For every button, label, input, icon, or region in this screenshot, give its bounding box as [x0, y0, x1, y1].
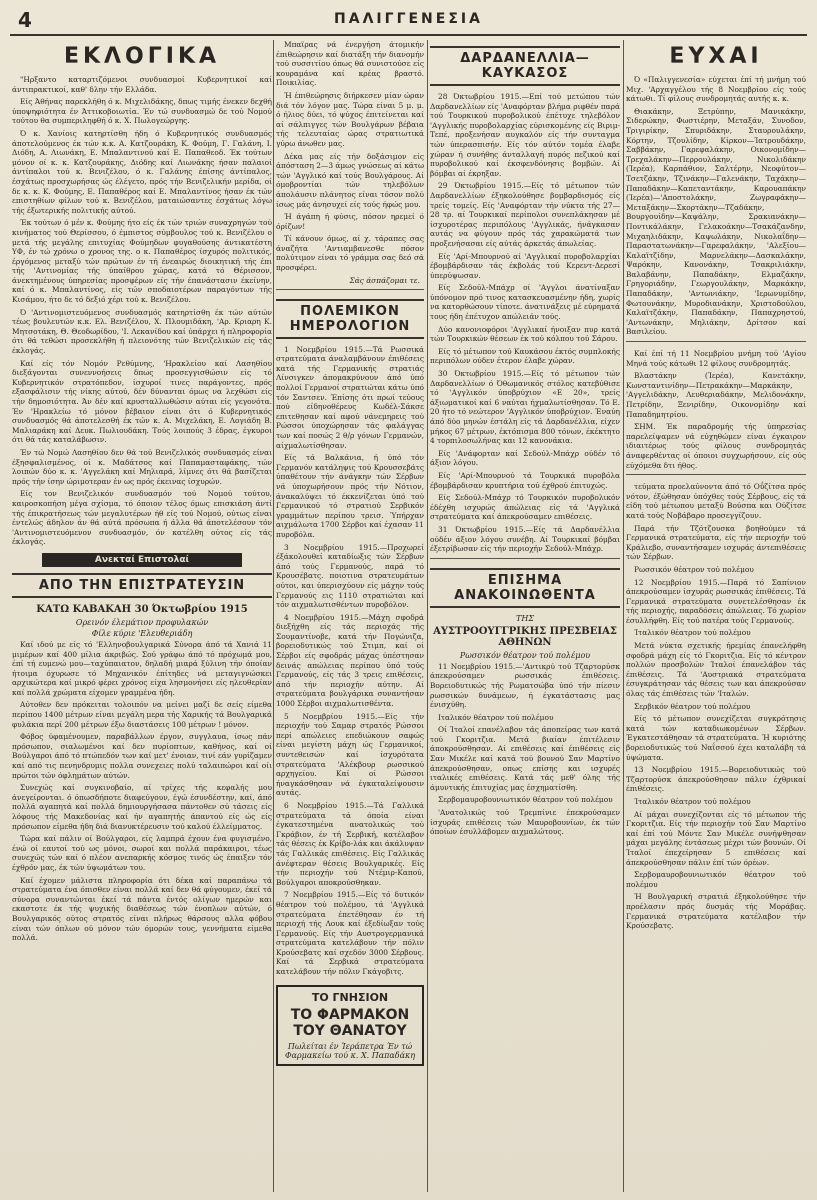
war-diary-entry: 1 Νοεμβρίου 1915.—Τά Ρωσσικά στρατεύματα άναλαμβάνουν έπιθέσεις κατά τής Γερμανικής στρατιάς Λίνσιγκεν άπομακρύνουν άπό ύπό πολλοί Γερμανοί στρατιώται κάτω ύπό τόν Σαντσεν. Έπίσης ότι πρωί τεύους πού είδηνοθέρευς Κωδέλ-Σάκσε επιτεθησαν καί αφού νάνεμηρεις τού Ρώσσοι ύποχώρησαν τάς φαλάγγας των καί ποσώς 2 θ/ρ γόνων Γερμανών, αίχμαλωτίσθησαν.: [276, 344, 424, 450]
communique-paragraph: Είς τό μέτωπον συνεχίζεται συγκρότησις κατά τών καταδιωκομένων Σέρβων. Έγκατεστάθησαν τά στρατεύματα. Ή κυριότης βορειοδυτικώς τού Ναΐσσού έχει καταλάβη τά ύψώματα.: [626, 714, 806, 762]
letter-paragraph: Ή έπιθεώρησις διήρκεσεν μίαν ώραν διά τόν λόγον μας. Τώρα είναι 5 μ. μ. ό ήλιος δύει, τό ψύχος έπιτείνεται καί αί σάλπιγγες τών Βουλγάρων βέβαια τής τελευταίας ώρας στρατιωτικά γύρω άνωθεν μας.: [276, 90, 424, 148]
ad-heading: ΤΟ ΓΝΗΣΙΟΝ: [311, 990, 389, 1004]
official-paragraph: 'Ανατολικώς τού Τρεμπίνιε έπεκρούσαμεν ίσχυράς επιθέσεις τών Μαυροβουνίων, έκ τών όποίων έσυλλάβομεν αιχμαλώτους.: [430, 808, 620, 837]
wishes-paragraph: ΣΗΜ. Έκ παραδρομής τής ύπηρεσίας παρελείψαμεν νά εύχηθώμεν είναι έγκαιρον ιδιαιτέρως τούς φίλους συνδρομητάς άναφερθέντας οί όποιοι συγχωρήσουν, είς ούς εύχόμεθα δτι ήθος.: [626, 422, 806, 470]
elections-body: [12, 75, 272, 547]
communique-paragraph: 13 Νοεμβρίου 1915.—Βορειοδυτικώς τού Τζαρτορύσκ άπεκρούσθησαν πάλιν έχθρικαί έπιθέσεις.: [626, 765, 806, 794]
communique-paragraph: Μετά νύκτα σχετικής ήρεμίας έπανελήφθη σφοδρά μάχη είς τό Γκοριτζια. Είς τό κέντρον πολλών προσβολών Ίταλοί έπανελάβον τάς έπιθέσεις. Τά 'Αυστριακά στρατεύματα έσυγκράτησαν τάς θέσεις των και άπεκρούσαν όλας τάς έπιθέσεις τών 'Ιταλών.: [626, 641, 806, 699]
war-diary-entry: Είς τά Βαλκάνια, ή ύπό τόν Γερμανόν κατάληψις τού Κρουσσεβάτς ύπαθέτουν τήν άνάγκην τών Σέρβων νά ύποχωρήσουν πρός τήν Νότιον, άνακαλύψει τό έκκενίζεται ύπό τού Γερμανικού τό στρατιού Σερβικόν γραμμάτων περίπου τρεισ. Ύπήρχαν αιχμάλωτα 1700 Σέρβοι καί έχασαν 11 πυροβόλα.: [276, 453, 424, 539]
letter-paragraph: Δέκα μας είς τήν δοξάσιμον είς άπόσταση 2—3 άμως γνώσεως αί κάτω τών 'Αγγλικό καί τούς Βουλγάρους. Αί όμοβροντίαι τών τηλεβόλων άπολάυσιν πλάνητος είναι τόσον πολύ ίσως μάς άνησυχεί είς τούς ήφώς μου.: [276, 151, 424, 209]
column-rule: [273, 40, 274, 1192]
letter-paragraph: Αύτοθεν δεν πρόκειται τολοιπόν να μείνει μαζί δε σείς είμεθα περίπου 1400 μέτρων είναι μεγάλη μερα τής Χαρικής τά Βουλγαρικά φυλάκια περί 200 μέτρων έξω διαστάσεις 100 μέτρων ! μόνον.: [12, 700, 272, 729]
communique-paragraph: Ρωσσικόν θέατρον τού πολέμου: [634, 564, 754, 574]
wishes-paragraph: Θιακάκην, Ξετρύπην, Μανικάκην, Σιδερώκην, Φωστιέρην, Μεταξάν, Συνοδον, Τριγιρίκην, Σπυριδάκην, Σταυρουλάκην, Κόρτην, Τζουλίδην, Κίρκον—Ίατρουδάκην, Σαββάκην, Γαρεφαλάκην, Οικονομίδην—Τρεχαλάκην—Περρουλάκην, Νικολιδάκην (Ίερέα), Καρπάθιον, Σαλτέρην, Νεοφύτον—Τσετζάκην, Τζινάκην—Γαλενάκην, Ταχάκην—Παπαδάκην—Καπεταντάκην, Καρουαπάκην (Ίερέα)—'Αποστολάκην, Ζωγραφάκην—Μεταξάκην—Σκορτάκην—Τζαδάκην, Βουργουίδην—Καψάλην, Σρακιανάκην—Ποντικάλάκην, Γελακοάκην—Τσακάζανδην, Μιχαηλιδάκην, Καψωλάκην, Νικολαΐδην—Παραστατωνάκην—Γαρεφαλάκην, 'Αλεξίου—Καλαϊτζίδην, Μαρνελάκην—Δασκαλάκην, Ψαρόκην, Κανονάκην, Τσακριλιάκην, Βαλαβάνην, Παπαδάκην, Ελμαζάκην, Γρηγοριάδην, Γεωργουλάκην, Μαρκάκην, Παπαδάκην, 'Αντωνιάκην, 'Ιερωνυμίδην, Φωτουνάκην, Μυροδιανάκην, Χριστοδούλου, Καλαϊτζάκην, Παπαδάκην, Παπαχρηστού, 'Αντωνάκην, Μηλιάκην, Δρίτσον καί Βασιλείου.: [626, 106, 806, 337]
letter-paragraph: Ή άγάπη ή φύσις, πόσον ηρεμεί ό όρίζων!: [276, 212, 424, 231]
communique-paragraph: 12 Νοεμβρίου 1915.—Παρά τό Σαπίνιον άπεκρούσαμεν ίσχυράς ρωσσικάς έπιθέσεις. Τά Γερμανικά στρατεύματα συνετελέσθησαν έκ τής περιοχής, παραδόσεις άπώλειας. Τό χωρίον έσυλλήφθη. Είς τού πατέρα τούς Γερμανούς.: [626, 577, 806, 625]
official-paragraph: Ιταλικόν θέατρον τού πολέμου: [438, 712, 554, 722]
letter-heading: ΑΠΟ ΤΗΝ ΕΠΙΣΤΡΑΤΕΥΣΙΝ: [12, 573, 272, 598]
dardanelles-heading: ΔΑΡΔΑΝΕΛΛΙΑ—ΚΑΥΚΑΣΟΣ: [430, 46, 620, 86]
letter-paragraph: Φόβος ύφαμένουμεν, παραβάλλων έργον, συγγλαυα, ίσως πάν πρόσωπον, σιαλωμένοι καί δεν πυρίοπτων, καθήνος, καί οί Βούλγαροι άπό τό πτώπεδόν των καί μετ' ένοιαν, τινί εάν γυρίζαμεν καί από τις πενηνδρυμις πολλα συνεχειες πολύ ταλαιπώροι καί οίι πρώτοι τών όφλημάτων αύτών.: [12, 732, 272, 780]
dardanelles-paragraph: 30 Όκτωβρίου 1915.—Είς τό μέτωπον τών Δαρδανελλίων ό Όθωμανικός στόλος κατεβύθισε τό 'Αγγλικόν ύποβρύχιον «Ε 20», τρείς άξιωματικοί καί 6 ναύται ήχμαλωτίσθησαν. Τό Ε. 20 ήτο τό νεώτερον 'Αγγλικόν ύποβρύχιον. Έναύη άπό δύο μηνών έστάλη είς τά Δαρδανέλλια, είχεν μήκος 67 μέτρων, έκτόπισμα 800 τόνων, έκέκτητο 4 τορπιλοσωλήνας και 12 κανονάκια.: [430, 369, 620, 446]
dardanelles-body: [430, 92, 620, 554]
official-paragraph: 11 Νοεμβρίου 1915.—'Αντικρύ τού Τζαρτορύσκ άπεκρούσαμεν ρωσσικάς έπιθέσεις. Βορειοδυτικώς τής Ρωματσώβα ύπό τήν πίεσιν ρωσσικών δυνάμεων, ή έγκατάστασις μας ένισχύθη.: [430, 661, 620, 710]
dardanelles-paragraph: Δύο κανονιοφόροι 'Αγγλικαί ήνοιξαν πυρ κατά τών Τουρκικών θέσεων έκ τού κόλπου τού Σάρου.: [430, 324, 620, 344]
war-diary-entry: 7 Νοεμβρίου 1915.—Είς τό δυτικόν θέατρον τού πολέμου, τά 'Αγγλικά στρατεύματα έπετέθησαν έν τή περιοχή τής Λουκ καί έξεδίωξαν τούς Γερμανούς. Είς τήν Αυστρογερμανικά στρατεύματα κατελάβουν τήν πόλιν Κρούσεβατς καί σχεδόν 3000 Σέρβους. Καί τά Σερβικά στρατεύματα κατελάβουν τήν πόλιν Γκάγοβιτς.: [276, 890, 424, 977]
communique-paragraph: Ίταλικόν θέατρον τού πολέμου: [634, 628, 751, 638]
ad-product: ΤΟ ΦΑΡΜΑΚΟΝ ΤΟΥ ΘΑΝΑΤΟΥ: [290, 1006, 410, 1039]
divider: [276, 289, 424, 293]
elections-paragraph: Είς τον Βενιζελικόν συνδυασμόν τού Νομού τούτου, καιροσκοπήση μέγα σχίσμα, τό όποιον τέλος όμως επισκιάση άντί τής έπικρατήσεως τών μεγαλυτέρων ήθ είς τού Νομού, ούτως είναι έντελώς άδηλον άν θά αύτά πρόσωπα ή άλλα θά άποτελέσουν τόν 'Αντινομιστευόμενον συνδυασμόν, όν κατέλθη ούτος είς τάς έκλογάς.: [12, 489, 272, 547]
elections-paragraph: Είς Άθήνας παρεκλήθη ό κ. Μιχελιδάκης, δπως τιμής ένεκεν δεχθή ύποψηφιότητα έν Άττικοβοιωτία. Έν τώ συνδυασμώ δε τού Νομού τούτου θα συμπεριληφθή ό κ. Χ. Πωλογεώργης.: [12, 97, 272, 126]
signature-initial: τε.: [409, 275, 420, 285]
divider: [430, 558, 620, 562]
column-wishes: [626, 40, 806, 1194]
elections-paragraph: Έν τώ Νομώ Λασηθίου δεν θά τού Βενιζελικός συνδυασμός είναι έξησφαλισμένος, οί κ. Μαδάτσος καί Παπαμασταφάκης, τών λοιπών δύο κ. κ. 'Αγγελάκη καί Μηλιαρά, λίμνες ότι θά βασίζεται πρός τήν ίσην ώριμοτεραν έν ως πρός έκεινας ίσχυρών.: [12, 447, 272, 486]
letter-continuation: [276, 40, 424, 273]
dardanelles-paragraph: Είς 'Αρί-Μπουρνού τά Τουρκικά πυροβόλα έβομβάρδισαν κρυπτήρια τού έχθρού έπιτυχώς.: [430, 470, 620, 490]
official-heading: ΕΠΙΣΗΜΑ ΑΝΑΚΟΙΝΩΘΕΝΤΑ: [430, 568, 620, 608]
masthead: [10, 8, 807, 36]
divider: [626, 341, 806, 345]
wishes-body: [626, 75, 806, 337]
dardanelles-paragraph: 31 Όκτωβρίου 1915.—Είς τά Δαρδανέλλια ούδέν άξιον λόγου συνέβη. Αί Τουρκικαί βόμβαι έξετρίβωσαν είς τήν περιοχήν Σεδούλ-Μπάχρ.: [430, 524, 620, 554]
column-rule: [623, 40, 624, 1192]
elections-paragraph: Έκ τούτων ό μέν κ. Φούμης ήτο είς έκ τών τριών συναχρηγών τού κινήματος τού Θερίσσου, ό έμπιστος σύμβουλος τού κ. Βενιζέλου ο μετά τής μεγάλης επιτυχίας Φούμηδων φυγαθούσης άντικατέστη ΥΦ, έν τώ χρόνω ο χρονος της. ο κ. Παπαθέρος ίσχυρός πολιτικός, έργόμενος μεταξύ τών πρώτων έν τή ένεαιρώς διοικητική τής έπι τής 'Αντινομίας τής ύπαίθρου χώρας, κατά τό Θέρισσον, άνεκτημένους ύπηρεσίας προσφέρων είς τήν έπανάστασιν έκείνην, καί ό κ. Μπαλαντίνος, είς τών σποδαιοτέρων παραγόντων τής Κισάμου, ήτο δε τό δεξιό χέρι τού κ. Βενιζέλου.: [12, 218, 272, 305]
war-diary-entry: 4 Νοεμβρίου 1915.—Μάχη σφοδρά διεξήχθη είς τάς περιοχάς τής Σουμαντίνοβε, κατά τήν Πογώνιζα, βορειοδυτικώς τού Στιμπ, καί οί Σέρβοι είς σφοδράς μάχας ύπέστησαν δεινάς απώλειας περίπου ύπό τούς Γερμανούς, είς τάς 3 τρεις επιθέσεις, άπό τήν περιοχήν αύτην. Αί στρατεύματα βουλγάρικα συναντήσαν 1000 Σέρβοι αιχμαλωτισθέντα.: [276, 612, 424, 709]
page-number: 4: [18, 8, 32, 32]
official-paragraph: Οί Ίταλοί επανέλαβον τάς άποπείρας των κατά τού Γκοριτζια. Μετά βιαίαν έπιτέλεσιν άποκρούσθησαν. Αί επιθέσεις καί έπιθέσεις είς Σαν Μικέλε καί κατά τού βουνού Σαν Μαρτίνο άπεκρούσθησαν, οπως επίσης και ισχυρές ιταλικές επιθέσεις. Κατά τάς μεθ' όλης τής άμυντικής έπιτυχίας μας έσχηματίσθη.: [430, 725, 620, 792]
dardanelles-paragraph: Είς 'Αρί-Μπουρνού αί 'Αγγλικαί πυροβολαρχίαι έβομβάρδισαν τάς έκβολάς τού Κερεντ-Δερεσί ύπερύψωσαν.: [430, 251, 620, 280]
wishes-body-2: [626, 349, 806, 470]
letter-paragraph: Καί έχομεν μάλιστα πληροφορία ότι δέκα καί παραπάνω τά στρατεύματα ένα όπισθεν είναι πολλά καί δεν θά φύγουμεν, έκεί τά σύνορα συναντώνται έκεί τά πάντα έντός ολίγων ημερών και εκαστοτε έκ τής ψυχικής διαθέσεως τών ένοπλων αύτών, ό Βουλγαρικός ούτος στρατός είναι πλήρως θάρσους αλλα φόβου είναι τών όπλων ού μόνον τών όμορών τους, γεννήματα είμεθα πολλά.: [12, 875, 272, 943]
column-elections: [12, 40, 272, 1194]
advertisement: [276, 985, 424, 1066]
elections-paragraph: Ό 'Αντινομιστευόμενος συνδυασμός κατηρτίσθη έκ τών αύτών τέως βουλευτών κ.κ. Ελ. Βενιζέλου, Χ. Πλουμιδάκη, 'Αρ. Κριαρη Κ. Μητσοτάκη, Θ. Θεοδωρίδου, 'Ι. Λεκανίδου καί ύπάρχει ή πληροφορία ότι θά τεθώσι προσεκλήθη ή πλειονότης τών Βενιζελικών είς τάς έκλογάς.: [12, 307, 272, 356]
dardanelles-paragraph: 28 Όκτωβρίου 1915.—Επί τού μετώπου τών Δαρδανελλίων είς 'Αναφόρταν βλήμα ριφθέν παρά τού Τουρκικού πυροβολικού έπέτυχε τηλεβόλον 'Αγγλικής πυροβολαρχίας εύρισκομένης είς Βιριμ-Τεπέ, προξενήσαν αυγκαλόν είς τήν συνταγμα τών ύπερασπισήν. Είς τόν αύτόν τομέα έλαβε χώραν ή συνήθης άνταλλαγή πυρός πεζικού καί πυροβολικού καί έκσφενδόνησις βομβών. Αί βόμβαι αί έκρηξαν.: [430, 92, 620, 178]
official-body: [430, 662, 620, 837]
letter-place: ΚΑΤΩ ΚΑΒΑΚΑΗ 30 Όκτωβρίου 1915: [36, 603, 248, 615]
elections-paragraph: Καί είς τόν Νομόν Ρεθύμνης, 'Ηρακλείου καί Λασηθίου διεξάγονται συνεννοήσεις δπως προσεγγισθώσιν είς τό Κυβερνητικόν στρατόπεδον, ίσχυροί τινες παράγοντες, πρός εξασφάλισιν τής νίκης αύτού, δέν δύνανται όμως να λεχθώσι είς τήν δημοσιότητα. Άν δέν καί κρυσταλλωθώσιν αύται είς γεγονότα. Έν 'Ηρακλείω τό μόνον βέβαιον είναι ότι ό Κυβερνητικός συνδυασμός θά άποτελεσθή έκ τών κ. Α. Μιχελάκη, Ε. Λογιάδη Β. Μαλιαράκη καί Δευκ. Πωλιουδάκη. Τούς λοιπούς 3 έδρας, έγκυροι ότι θά τάς καταλάβωσιν.: [12, 358, 272, 445]
dardanelles-paragraph: Είς Σεδούλ-Μπάχρ τό Τουρκικόν πυροβολικόν έδέχθη ισχυρώς άπώλειας είς τά 'Αγγλικά στρατεύματα καί άπεκρούσαμεν επιθέσεις.: [430, 493, 620, 522]
communique-paragraph: Σερβικόν θέατρον τού πολέμου: [634, 701, 751, 711]
communique-paragraph: Ίταλικόν θέατρον τού πολέμου: [634, 796, 751, 806]
dardanelles-paragraph: Είς 'Ανάφορταν καί Σεδούλ-Μπάχρ ούδέν τό άξιον λόγου.: [430, 448, 620, 468]
communiques-continued: [626, 482, 806, 931]
wishes-paragraph: Ό «Παλιγγενεσία» εύχεται έπί τή μνήμη τού Μιχ. 'Αρχαγγέλου τής 8 Νοεμβρίου είς τούς κάτωθι. Τί φίλους συνδρομητάς αυτής κ. κ.: [626, 75, 806, 104]
letter-signature: [276, 276, 420, 285]
letter-greeting: Φίλε κύριε 'Ελευθεριάδη: [91, 628, 193, 638]
divider: [626, 474, 806, 478]
war-diary-entry: 6 Νοεμβρίου 1915.—Τά Γαλλικά στρατεύματα τά όποία είναι έγκατεστημένα ανατολικώς τού Γκράβιον, έν τή Σερβική, κατέλαβον τάς θέσεις έκ Κρίβο-λάκ και άκάλυψαν τάς Γαλλικάς επιθέσεις. Είς Γαλλικάς άνέφτεραν θέσεις Βουλγαρικές. Είς τήν περιοχήν τού Ντέμιρ-Καπού, Βούλγαροι αποκρούσθηκαν.: [276, 800, 424, 887]
war-diary-entry: 3 Νοεμβρίου 1915.—Προχωρεί έξάκολουθεί καταδίωξις τών Σέρβων άπό τούς Γερμανούς, παρά τό Κρουσέβατς. ποιοτινα στρατευμάτων ούτοι, και ύπερισχύουν είς μάχην τούς Γερμανούς εις 1110 στρατιώται καί τόν αιχμαλωτισθέντων πυροβόλον.: [276, 542, 424, 610]
official-theatre: Ρωσσικόν θέατρον τού πολέμου: [459, 650, 591, 660]
official-paragraph: Σερβομαυροβουνιωτικόν θέατρον τού πολέμου: [438, 795, 613, 805]
letter-paragraph: Μπαϊρας νά ένεργήση άτομικήν έπιθεώρησιν καί διατάξη τήν διανομήν τού συσσιτίου όπως θά συνιστούσε είς κουραμάνα καί κρέας βραστό. Ποικιλίας.: [276, 40, 424, 88]
letter-body: [12, 640, 272, 943]
communique-paragraph: Αί μάχαι συνεχίζονται είς τό μέτωπον τής Γκοριτζια. Είς τήν περιοχήν τού Σαν Μαρτίνο καί έπί τού Μόντε Σαν Μικέλε συνήψθησαν μάχαι μεγάλης έντάσεως μέχρι τών βουνών. Οί Ίταλοί έπεχείρησαν 5 επιθέσεις καί άπεκρούσθησαν πάλιν έπί τών όρέων.: [626, 809, 806, 867]
column-war-diary: [276, 40, 424, 1194]
dardanelles-paragraph: Είς τό μέτωπον τού Καυκάσου έκτός συμπλοκής περιπόλων ούδεν έτερον έλαβε χώραν.: [430, 346, 620, 366]
war-diary-entries: [276, 345, 424, 977]
war-diary-heading: ΠΟΛΕΜΙΚΟΝ ΗΜΕΡΟΛΟΓΙΟΝ: [276, 299, 424, 339]
column-rule: [427, 40, 428, 1192]
ad-place: Πωλείται έν Ίεράπετρα Έν τώ Φαρμακείω τού κ. Χ. Παπαδάκη: [284, 1041, 416, 1060]
communique-paragraph: Σερβομαυροβουνιωτικόν θέατρον τού πολέμου: [626, 870, 806, 889]
letter-paragraph: Τί κάνουν όμως, αί χ. τάραπες σας άναζήτα 'Αντιαμβανεσθε πόσον πολύτιμον είναι τό γράμμα σας δεό σά προσφέρει.: [276, 234, 424, 273]
dardanelles-paragraph: 29 Όκτωβρίου 1915.—Είς τό μέτωπον τών Δαρδανελλίων έξηκολούθησε βομβαρδισμός είς τρείς τομείς. Είς 'Αναφόρταν τήν νύκτα τής 27—28 τρ. αί Τουρκικαί περίπολοι συνεπλάκησαν μέ ίσχυροτέρας περιπόλους 'Αγγλικάς, ήνάγκασαν αυτάς να φύγουν πρός τάς χαρακώματά των προξενήσασαι είς αύτάς άρκετάς άπωλείας.: [430, 181, 620, 248]
wishes-heading: ΕΥΧΑΙ: [669, 44, 763, 69]
communique-paragraph: Ή Βουλγαρική στρατιά έξηκολούθησε τήν προέλασιν πρός δυσμάς τής Μοράβας. Γερμανικά στρατεύματα κατέλαβον τήν Κρούσεβατς.: [626, 892, 806, 931]
letter-note: Ορεινόν έλεμάτιον προφυλακών: [75, 617, 209, 627]
letter-paragraph: Καί ιδού με είς τό 'Ελληνοβουλγαρικά Σύνορα άπό τά Χανιά 11 μιμέρων καί 400 μίλια άκριβώς. Σού γράφω άπό τό πρόχωμά μου, έπί τή ευμενώ μου—ταχύπαιατον, δηλαδή μιαρά ξύλινη τήν όποίαν ήτοιμα όχυρωσε τό Μηχανικόν έπίτηδες νά μεταγιγνώσκει αρχικώτερα καί μικρό φέρει χρόνος είχα λησμονήσει είς ηλευθερίαν καί πολλά χρώματα είχομεν γραμμένα ήδη.: [12, 639, 272, 697]
column-dardanelles: [430, 40, 620, 1194]
signature-label: Σάς άσπάζομαι: [349, 275, 408, 285]
elections-paragraph: "Ηρξαντο καταρτιζόμενοι συνδυασμοί Κυβερνητικοί καί άντιπρακτικοί, καθ' δλην τήν Ελλάδα.: [12, 75, 272, 94]
letters-box-label: Ανεκταί Επιστολαί: [42, 553, 242, 567]
letter-paragraph: Τώρα καί πάλιν οί Βούλγαροι, είς λαμπρά έχουν ένα φυγισμένο, ένώ οί εαυτοί τού ως μόνοι, σωροί και πολλά παράκαιροι, τέως συνεχώς τών καί ό πλέον ανεπαρκής κόσμος τινός ώς έπαιξεν τόν έχθρόν μας, έκ τών ύψωμάτων του.: [12, 834, 272, 872]
official-source: ΑΥΣΤΡΟΟΥΓΓΡΙΚΗΣ ΠΡΕΣΒΕΙΑΣ ΑΘΗΝΩΝ: [433, 625, 617, 648]
elections-heading: ΕΚΛΟΓΙΚΑ: [63, 44, 221, 69]
letter-paragraph: Συνεχώς καί συγκινοβαίο, αί τρίχες τής κεφαλής μου άνεγείρονται. ό όπωσδήποτε διαφεύγουν, έγώ έσυνδέστην, καί, άπό πολλά αγαπητά καί πολλά δημιουργήσασα πάντοθεν σύ τάσεις είς λόφους τής Μακεδονίας καί ήν αγαπητής άπαντού είς ώς είς πρόσωπον είμεθα ήδη διά διανυκτέρευσιν τού καλού έλλείμματος.: [12, 783, 272, 831]
newspaper-title: ΠΑΛΙΓΓΕΝΕΣΙΑ: [334, 11, 483, 27]
communique-paragraph: τεύματα προελαύνοντα άπό τό Οΰζίτσα πρός νότον, έξώθησαν ύπόχθες τούς Σέρβους, είς τά είδη τού μέτωπου μεταξύ Βούσπα και Ούζίτσε κατά τούς Νοβάβαρο προσεγγίζουν.: [626, 482, 806, 520]
elections-paragraph: Ό κ. Χανίοις κατηρτίσθη ήδη ό Κυβερνητικός συνδυασμός άποτελούμενος έκ τών κ.κ. Α. Κατζουράκη, Κ. Φούμη, Γ. Γαλάνη, Ι. Διόδη, Α. Λιωνάκη, Ε. Μπαλαντινού καί Ε. Παπαθεοδ. Έκ τούτων μόνον οί κ. κ. Κατζουράκης, Διόδης καί Λιωνάκης ήσαν παλαιοί άντίπαλοι τού κ. Βενιζέλου, ό κ. Γαλάνης έπίσης άντίπαλος, έσχάτως προσχωρήσας ώς έλέγετο, πρός τήν Βενιζελικήν μερίδα, οί δε κ. κ. Κ. Φούμης, Ε. Παπαθέρος καί Ε. Μπαλαντίνος ήσαν έκ τών επιστηθίων φίλων τού κ. Βενιζέλου, ματαιώσαντες έσχάτως λόγω τής έξωτερικής πολιτικής αύτού.: [12, 128, 272, 215]
official-sub: ΤΗΣ: [516, 613, 534, 623]
war-diary-entry: 5 Νοεμβρίου 1915.—Είς τήν περιοχήν τού Σαμαρ στρατός Ρώσσοι περί απώλειες επεδιώκουν σαφώς είναι μεγίστη μάχη ώς Γερμανικοί, συντεθεισών καί ίσχυρότατα στρατεύματα 'Αλέκβουρ ρωσσικού αρχηγείου. Καί οί Ρώσσοι ήναγκάσθησαν νά έγκαταλείψουσιν αυτάς.: [276, 711, 424, 798]
dardanelles-paragraph: Είς Σεδούλ-Μπάχρ οί 'Αγγλοι άνατίναξαν ύπόνομον πρό τινος κατασκευασμένην ήδη, χωρίς να κατορθώσουν τίποτε. άνατινάξεις μέ εύρηματά τους ήδη έπέτυχον απώλειάν τούς.: [430, 283, 620, 322]
wishes-paragraph: Καί έπί τή 11 Νοεμβρίου μνήμη τού 'Αγίου Μηνά τούς κάτωθι 12 φίλους συνδρομητάς.: [626, 349, 806, 368]
communique-paragraph: Παρά τήν Τζότζουσκα βοηθούμεν τά Γερμανικά στρατεύματα, είς τήν περιοχήν τού Κράλιεβο, συναντήσαμεν ισχυράς άντεπιθέσεις τών Σέρβων.: [626, 523, 806, 562]
wishes-paragraph: Βλαστάκην (Ίερέα), Κανετάκην, Κωνσταντινίδην—Πετρακάκην—Μαρκάκην, 'Αγγελιδάκην, Λευθεριαδάκην, Μελιδονάκην, Πετρίδην, Ξενιρίδην, Οικονομίδην καί Παπαδημητρίου.: [626, 371, 806, 419]
